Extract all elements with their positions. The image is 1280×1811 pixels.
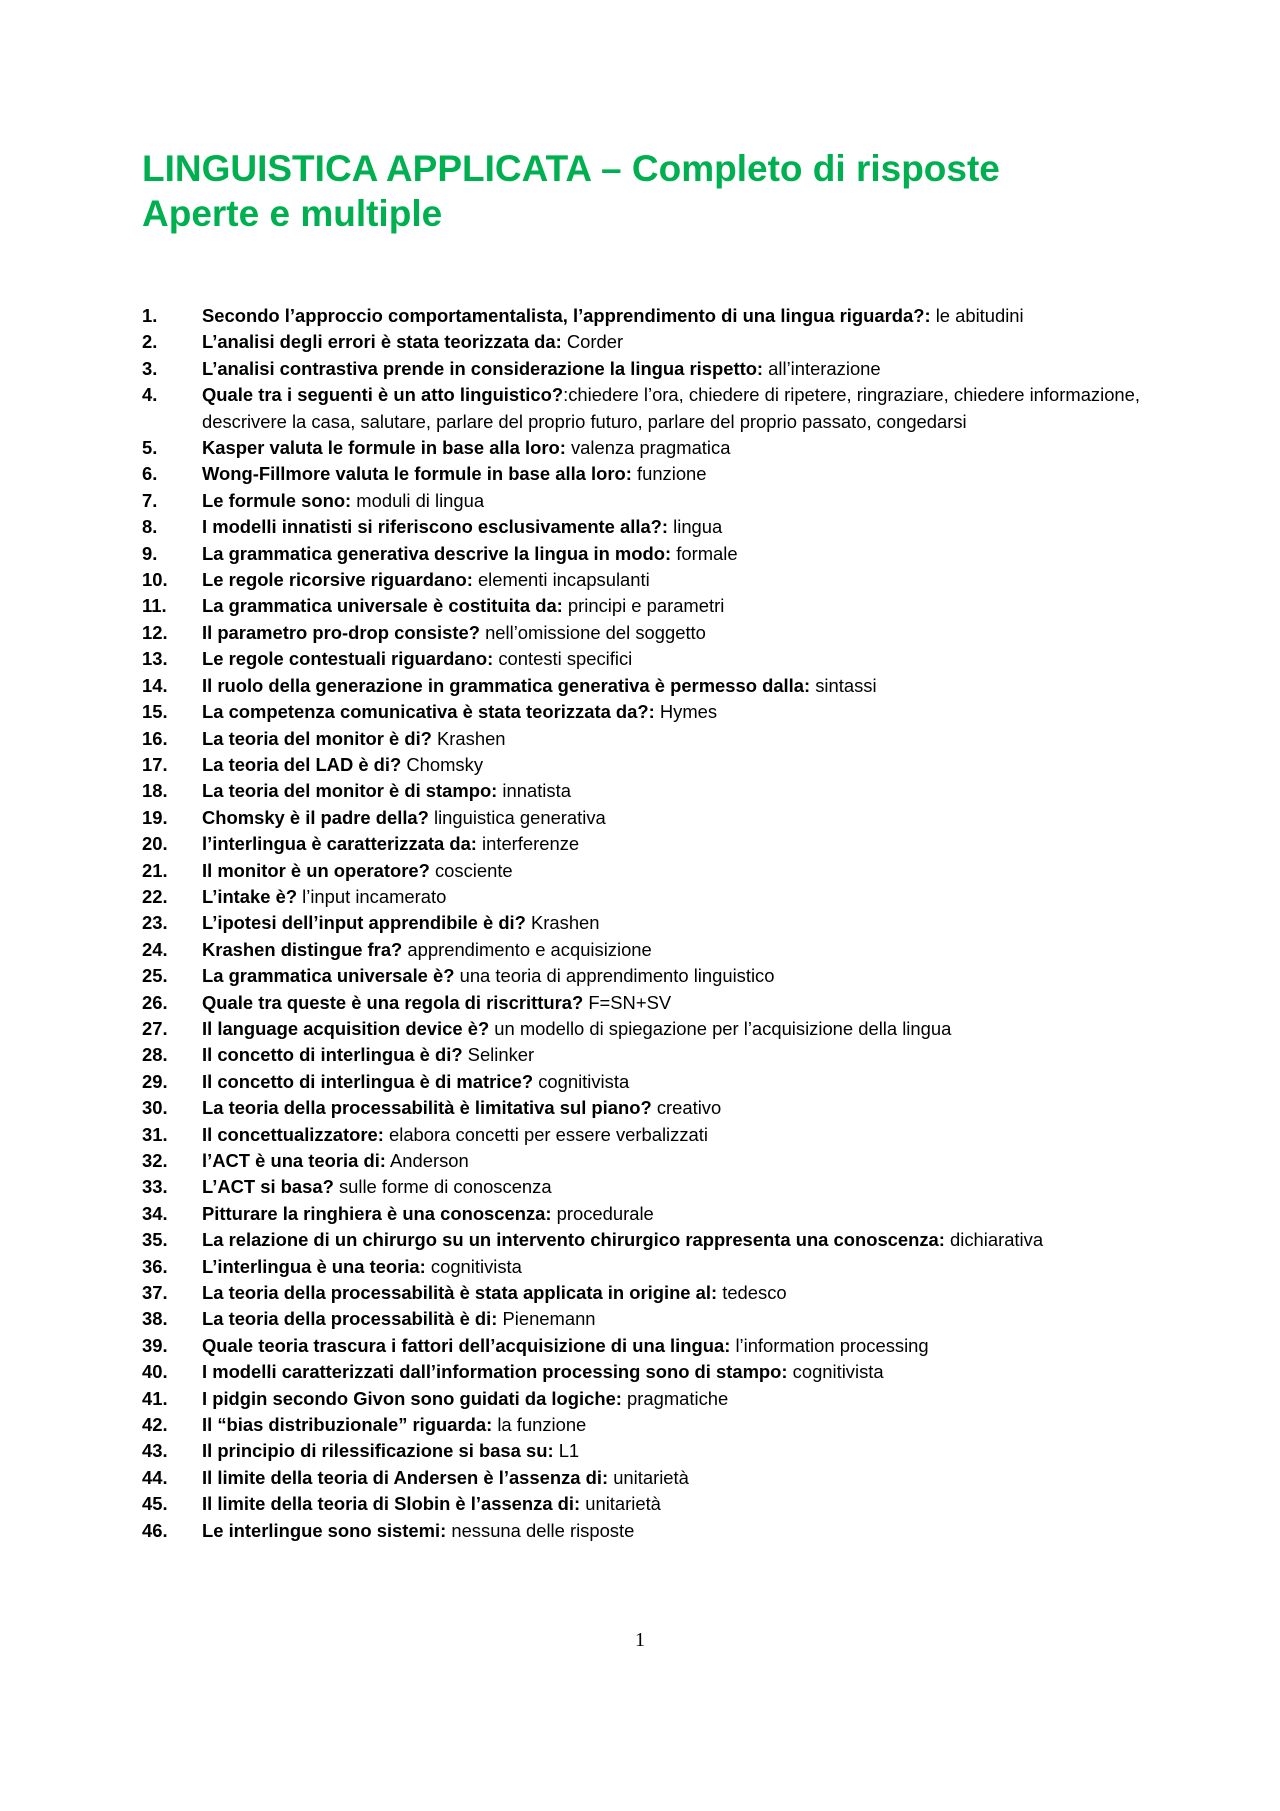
item-text <box>202 488 1140 514</box>
question-text: La grammatica universale è costituita da: <box>202 595 563 617</box>
question-text: Le formule sono: <box>202 489 352 511</box>
list-item <box>142 1386 1140 1412</box>
item-text <box>202 1122 1140 1148</box>
question-text: Il concetto di interlingua è di matrice? <box>202 1070 534 1092</box>
list-item <box>142 1174 1140 1200</box>
item-number: 37. <box>142 1282 168 1304</box>
answer-text: funzione <box>631 463 707 485</box>
question-text: Le regole contestuali riguardano: <box>202 648 494 670</box>
item-number: 24. <box>142 938 168 960</box>
list-item <box>142 1306 1140 1332</box>
list-item <box>142 910 1140 936</box>
list-item <box>142 541 1140 567</box>
item-text <box>202 1069 1140 1095</box>
page-number: 1 <box>635 1629 645 1651</box>
question-text: L’ipotesi dell’input apprendibile è di? <box>202 912 526 934</box>
answer-text: un modello di spiegazione per l’acquisizione della lingua <box>489 1017 952 1039</box>
item-number: 46. <box>142 1519 168 1541</box>
item-text <box>202 910 1140 936</box>
question-text: La teoria della processabilità è di: <box>202 1308 498 1330</box>
list-item <box>142 356 1140 382</box>
question-text: La grammatica universale è? <box>202 965 455 987</box>
item-number: 25. <box>142 965 168 987</box>
answer-text: cognitivista <box>425 1255 522 1277</box>
answer-text: Hymes <box>654 701 718 723</box>
question-text: Krashen distingue fra? <box>202 938 403 960</box>
answer-text: nell’omissione del soggetto <box>479 621 706 643</box>
list-item <box>142 1069 1140 1095</box>
answer-text: cognitivista <box>787 1361 884 1383</box>
item-number: 23. <box>142 912 168 934</box>
item-number: 31. <box>142 1123 168 1145</box>
item-text <box>202 963 1140 989</box>
question-text: Il language acquisition device è? <box>202 1017 490 1039</box>
item-number: 28. <box>142 1044 168 1066</box>
list-item <box>142 646 1140 672</box>
answer-text: Krashen <box>525 912 600 934</box>
item-text <box>202 699 1140 725</box>
answer-text: sulle forme di conoscenza <box>333 1176 552 1198</box>
question-text: Le regole ricorsive riguardano: <box>202 569 473 591</box>
item-number: 11. <box>142 595 167 617</box>
answer-text: nessuna delle risposte <box>446 1519 635 1541</box>
answer-text: innatista <box>497 780 571 802</box>
answer-text: l’information processing <box>730 1334 929 1356</box>
question-text: Chomsky è il padre della? <box>202 806 429 828</box>
list-item <box>142 435 1140 461</box>
list-item <box>142 567 1140 593</box>
answer-text: formale <box>671 542 738 564</box>
title-line-1: LINGUISTICA APPLICATA – Completo di risposte <box>142 148 1000 189</box>
answer-text: procedurale <box>551 1202 654 1224</box>
item-text <box>202 778 1140 804</box>
item-text <box>202 646 1140 672</box>
answer-text: creativo <box>651 1097 722 1119</box>
item-text <box>202 1518 1140 1544</box>
list-item <box>142 937 1140 963</box>
list-item <box>142 1148 1140 1174</box>
item-number: 20. <box>142 833 168 855</box>
list-item <box>142 673 1140 699</box>
list-item <box>142 303 1140 329</box>
item-text <box>202 620 1140 646</box>
question-text: l’interlingua è caratterizzata da: <box>202 833 477 855</box>
list-item <box>142 1280 1140 1306</box>
question-text: Il parametro pro-drop consiste? <box>202 621 480 643</box>
question-text: La teoria del monitor è di? <box>202 727 432 749</box>
question-text: Il “bias distribuzionale” riguarda: <box>202 1414 493 1436</box>
list-item <box>142 1254 1140 1280</box>
list-item <box>142 805 1140 831</box>
item-text <box>202 1412 1140 1438</box>
item-number: 39. <box>142 1334 168 1356</box>
item-text <box>202 1095 1140 1121</box>
question-answer-list <box>142 303 1140 1544</box>
item-text <box>202 1438 1140 1464</box>
item-number: 14. <box>142 674 168 696</box>
question-text: l’ACT è una teoria di: <box>202 1150 386 1171</box>
title-line-2: Aperte e multiple <box>142 193 443 234</box>
question-text: Quale teoria trascura i fattori dell’acquisizione di una lingua: <box>202 1334 731 1356</box>
item-text <box>202 461 1140 487</box>
item-text <box>202 1359 1140 1385</box>
question-text: Secondo l’approccio comportamentalista, l’apprendimento di una lingua riguarda?: <box>202 305 931 326</box>
item-text <box>202 858 1140 884</box>
answer-text: :chiedere l’ora, chiedere di ripetere, ringraziare, chiedere informazione, descrivere la casa, salutare, parlare del proprio futuro, parlare del proprio passato, congedarsi <box>202 384 1140 432</box>
list-item <box>142 1518 1140 1544</box>
item-text <box>202 382 1140 435</box>
answer-text: all’interazione <box>763 357 881 379</box>
item-text <box>202 1042 1140 1068</box>
document-title <box>142 146 1142 236</box>
question-text: Quale tra queste è una regola di riscrittura? <box>202 991 584 1013</box>
answer-text: Corder <box>561 331 624 353</box>
item-text <box>202 1227 1140 1253</box>
item-number: 1. <box>142 305 158 326</box>
list-item <box>142 488 1140 514</box>
question-text: La relazione di un chirurgo su un intervento chirurgico rappresenta una conoscenza: <box>202 1229 945 1251</box>
item-text <box>202 1174 1140 1200</box>
answer-text: le abitudini <box>930 305 1024 326</box>
item-number: 44. <box>142 1466 168 1488</box>
answer-text: tedesco <box>717 1282 787 1304</box>
item-text <box>202 673 1140 699</box>
answer-text: una teoria di apprendimento linguistico <box>454 965 775 987</box>
list-item <box>142 831 1140 857</box>
item-text <box>202 567 1140 593</box>
item-number: 35. <box>142 1229 168 1251</box>
item-number: 9. <box>142 542 158 564</box>
answer-text: interferenze <box>476 833 580 855</box>
item-number: 34. <box>142 1202 168 1224</box>
answer-text: Chomsky <box>401 753 484 775</box>
item-text <box>202 884 1140 910</box>
item-number: 33. <box>142 1176 168 1198</box>
list-item <box>142 1333 1140 1359</box>
answer-text: Anderson <box>385 1150 469 1171</box>
answer-text: moduli di lingua <box>351 489 485 511</box>
answer-text: dichiarativa <box>944 1229 1044 1251</box>
question-text: L’interlingua è una teoria: <box>202 1255 426 1277</box>
item-text <box>202 1254 1140 1280</box>
list-item <box>142 1016 1140 1042</box>
item-number: 43. <box>142 1440 168 1462</box>
item-text <box>202 1333 1140 1359</box>
question-text: I pidgin secondo Givon sono guidati da logiche: <box>202 1387 622 1409</box>
list-item <box>142 778 1140 804</box>
item-number: 7. <box>142 489 158 511</box>
answer-text: la funzione <box>492 1414 587 1436</box>
item-number: 15. <box>142 701 168 723</box>
item-text <box>202 356 1140 382</box>
item-number: 5. <box>142 437 158 459</box>
item-text <box>202 937 1140 963</box>
list-item <box>142 1465 1140 1491</box>
question-text: Il principio di rilessificazione si basa su: <box>202 1440 554 1462</box>
list-item <box>142 699 1140 725</box>
answer-text: pragmatiche <box>621 1387 729 1409</box>
item-text <box>202 435 1140 461</box>
list-item <box>142 1042 1140 1068</box>
list-item <box>142 461 1140 487</box>
item-number: 18. <box>142 780 168 802</box>
item-number: 41. <box>142 1387 168 1409</box>
answer-text: sintassi <box>810 674 877 696</box>
item-number: 42. <box>142 1414 168 1436</box>
list-item <box>142 1201 1140 1227</box>
list-item <box>142 963 1140 989</box>
question-text: La teoria del monitor è di stampo: <box>202 780 498 802</box>
answer-text: F=SN+SV <box>583 991 672 1013</box>
item-number: 45. <box>142 1493 168 1515</box>
list-item <box>142 1122 1140 1148</box>
question-text: I modelli caratterizzati dall’information processing sono di stampo: <box>202 1361 788 1383</box>
answer-text: apprendimento e acquisizione <box>402 938 652 960</box>
item-number: 22. <box>142 885 168 907</box>
answer-text: principi e parametri <box>562 595 725 617</box>
answer-text: cognitivista <box>533 1070 630 1092</box>
item-number: 26. <box>142 991 168 1013</box>
item-number: 19. <box>142 806 168 828</box>
question-text: La teoria del LAD è di? <box>202 753 402 775</box>
item-text <box>202 329 1140 355</box>
list-item <box>142 1359 1140 1385</box>
question-text: Pitturare la ringhiera è una conoscenza: <box>202 1202 552 1224</box>
answer-text: cosciente <box>429 859 513 881</box>
item-text <box>202 1386 1140 1412</box>
answer-text: unitarietà <box>580 1493 661 1515</box>
question-text: I modelli innatisti si riferiscono esclusivamente alla?: <box>202 516 669 538</box>
question-text: La teoria della processabilità è stata applicata in origine al: <box>202 1282 718 1304</box>
item-number: 21. <box>142 859 168 881</box>
question-text: La competenza comunicativa è stata teorizzata da?: <box>202 701 655 723</box>
item-text <box>202 303 1140 329</box>
question-text: Wong-Fillmore valuta le formule in base alla loro: <box>202 463 632 485</box>
question-text: L’analisi degli errori è stata teorizzata da: <box>202 331 562 353</box>
answer-text: Pienemann <box>497 1308 596 1330</box>
item-text <box>202 726 1140 752</box>
question-text: Le interlingue sono sistemi: <box>202 1519 447 1541</box>
list-item <box>142 858 1140 884</box>
question-text: L’ACT si basa? <box>202 1176 334 1198</box>
item-text <box>202 1280 1140 1306</box>
question-text: Il concettualizzatore: <box>202 1123 384 1145</box>
list-item <box>142 514 1140 540</box>
item-number: 38. <box>142 1308 168 1330</box>
answer-text: contesti specifici <box>493 648 633 670</box>
item-number: 27. <box>142 1017 168 1039</box>
answer-text: lingua <box>668 516 723 538</box>
item-number: 8. <box>142 516 158 538</box>
item-text <box>202 1201 1140 1227</box>
item-text <box>202 1016 1140 1042</box>
item-number: 10. <box>142 569 168 591</box>
answer-text: Krashen <box>431 727 506 749</box>
item-text <box>202 990 1140 1016</box>
question-text: Quale tra i seguenti è un atto linguistico? <box>202 384 564 406</box>
item-number: 13. <box>142 648 168 670</box>
list-item <box>142 752 1140 778</box>
item-number: 29. <box>142 1070 168 1092</box>
question-text: Il concetto di interlingua è di? <box>202 1044 463 1066</box>
item-number: 30. <box>142 1097 168 1119</box>
question-text: Il limite della teoria di Andersen è l’assenza di: <box>202 1466 609 1488</box>
item-number: 16. <box>142 727 168 749</box>
answer-text: l’input incamerato <box>297 885 447 907</box>
list-item <box>142 329 1140 355</box>
item-text <box>202 1148 1140 1174</box>
item-number: 12. <box>142 621 168 643</box>
answer-text: valenza pragmatica <box>565 437 731 459</box>
item-number: 6. <box>142 463 158 485</box>
item-text <box>202 593 1140 619</box>
question-text: Il limite della teoria di Slobin è l’assenza di: <box>202 1493 581 1515</box>
question-text: La grammatica generativa descrive la lingua in modo: <box>202 542 672 564</box>
list-item <box>142 726 1140 752</box>
item-number: 32. <box>142 1150 168 1171</box>
list-item <box>142 593 1140 619</box>
list-item <box>142 1412 1140 1438</box>
question-text: L’analisi contrastiva prende in considerazione la lingua rispetto: <box>202 357 764 379</box>
list-item <box>142 990 1140 1016</box>
item-number: 17. <box>142 753 168 775</box>
list-item <box>142 620 1140 646</box>
answer-text: linguistica generativa <box>428 806 606 828</box>
list-item <box>142 1095 1140 1121</box>
item-text <box>202 831 1140 857</box>
item-number: 4. <box>142 384 158 406</box>
answer-text: Selinker <box>462 1044 535 1066</box>
list-item <box>142 1438 1140 1464</box>
answer-text: unitarietà <box>608 1466 689 1488</box>
item-text <box>202 541 1140 567</box>
question-text: Kasper valuta le formule in base alla loro: <box>202 437 566 459</box>
question-text: La teoria della processabilità è limitativa sul piano? <box>202 1097 652 1119</box>
list-item <box>142 884 1140 910</box>
item-text <box>202 752 1140 778</box>
question-text: Il ruolo della generazione in grammatica generativa è permesso dalla: <box>202 674 811 696</box>
answer-text: elabora concetti per essere verbalizzati <box>383 1123 708 1145</box>
question-text: Il monitor è un operatore? <box>202 859 430 881</box>
list-item <box>142 382 1140 435</box>
item-number: 36. <box>142 1255 168 1277</box>
item-text <box>202 805 1140 831</box>
item-text <box>202 1465 1140 1491</box>
item-text <box>202 514 1140 540</box>
item-number: 40. <box>142 1361 168 1383</box>
list-item <box>142 1491 1140 1517</box>
list-item <box>142 1227 1140 1253</box>
item-number: 3. <box>142 357 158 379</box>
question-text: L’intake è? <box>202 885 298 907</box>
item-text <box>202 1306 1140 1332</box>
answer-text: elementi incapsulanti <box>472 569 650 591</box>
item-number: 2. <box>142 331 158 353</box>
item-text <box>202 1491 1140 1517</box>
answer-text: L1 <box>553 1440 580 1462</box>
